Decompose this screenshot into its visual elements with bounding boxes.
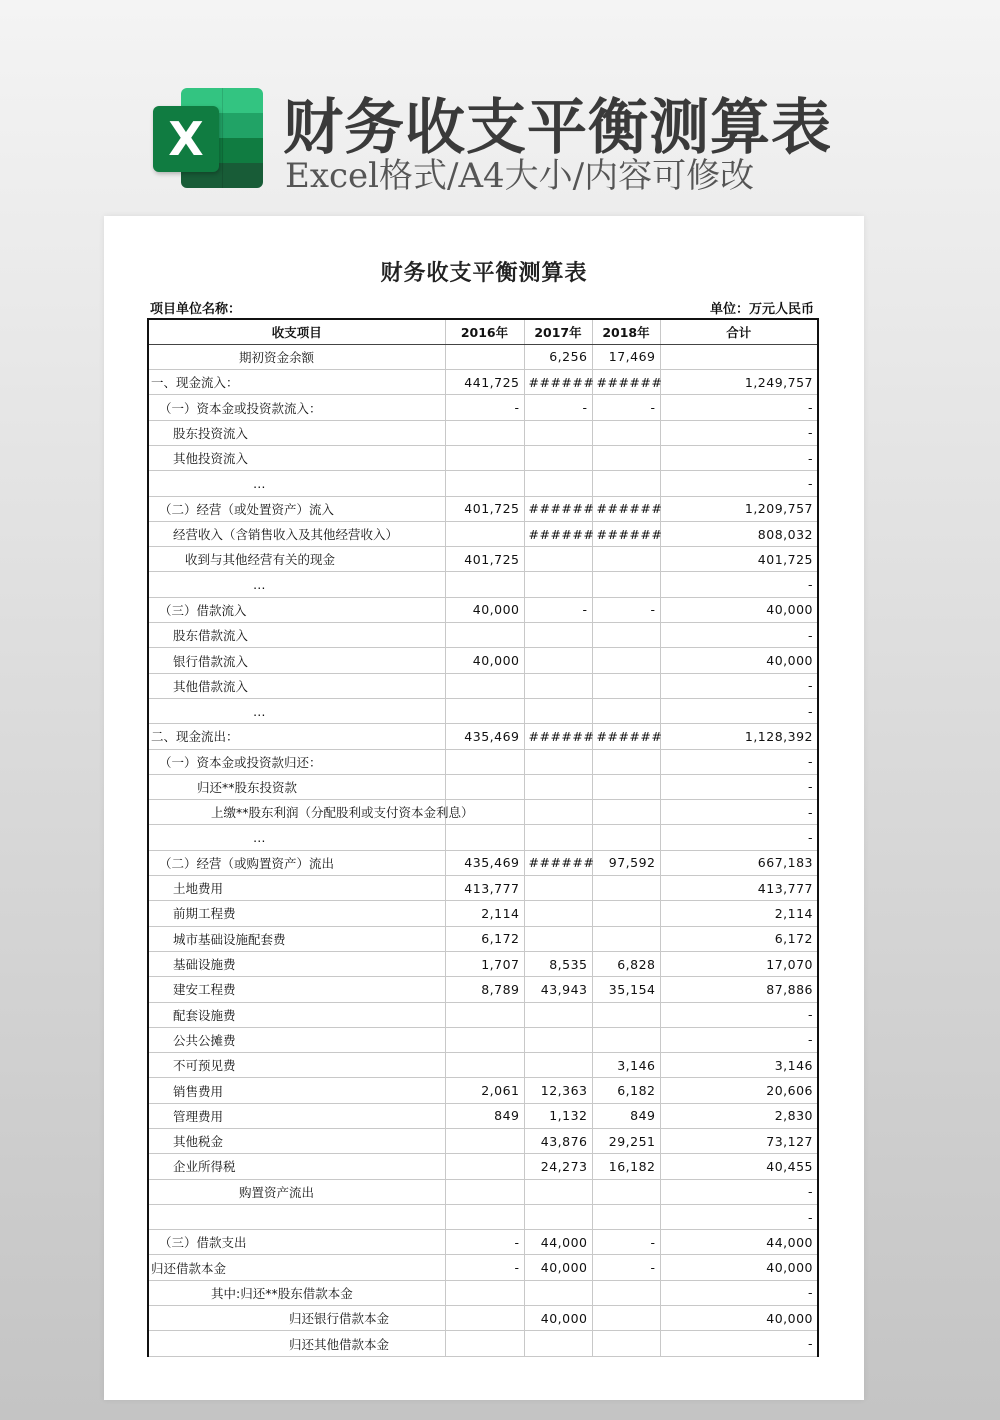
row-label: 不可预见费 [148, 1053, 445, 1078]
cell-2016 [445, 1002, 524, 1027]
row-label: 土地费用 [148, 876, 445, 901]
cell-2018 [592, 749, 660, 774]
cell-2016 [445, 344, 524, 369]
cell-total: 87,886 [660, 977, 818, 1002]
table-row [148, 395, 818, 420]
cell-total: 73,127 [660, 1129, 818, 1154]
cell-total: - [660, 698, 818, 723]
cell-2018: - [592, 395, 660, 420]
table-row [148, 850, 818, 875]
cell-2017: 40,000 [524, 1255, 592, 1280]
currency-label: 单位：万元人民币 [709, 302, 814, 317]
row-label: 银行借款流入 [148, 648, 445, 673]
header-2017: 2017年 [524, 319, 592, 344]
cell-2018 [592, 774, 660, 799]
cell-2016: 413,777 [445, 876, 524, 901]
table-row [148, 1103, 818, 1128]
cell-total: - [660, 1179, 818, 1204]
cell-2017 [524, 901, 592, 926]
cell-2017 [524, 1280, 592, 1305]
row-label: … [148, 572, 445, 597]
cell-2018 [592, 623, 660, 648]
cell-2017: 44,000 [524, 1230, 592, 1255]
cell-2018: 3,146 [592, 1053, 660, 1078]
cell-2016 [445, 445, 524, 470]
table-row [148, 926, 818, 951]
cell-2016: 401,725 [445, 547, 524, 572]
row-label: 建安工程费 [148, 977, 445, 1002]
row-label: 销售费用 [148, 1078, 445, 1103]
cell-2018: 849 [592, 1103, 660, 1128]
table-row [148, 1179, 818, 1204]
cell-total: - [660, 800, 818, 825]
cell-2016 [445, 1179, 524, 1204]
cell-2018 [592, 876, 660, 901]
cell-2018 [592, 1002, 660, 1027]
cell-2016 [445, 1053, 524, 1078]
row-label: 企业所得税 [148, 1154, 445, 1179]
table-row [148, 1002, 818, 1027]
table-row [148, 1280, 818, 1305]
cell-2018: - [592, 1230, 660, 1255]
cell-2017 [524, 825, 592, 850]
cell-2017 [524, 1179, 592, 1204]
row-label: … [148, 698, 445, 723]
row-label: （一）资本金或投资款归还： [148, 749, 445, 774]
cell-2017 [524, 926, 592, 951]
cell-total: - [660, 673, 818, 698]
cell-2017: ###### [524, 370, 592, 395]
cell-2016: - [445, 1230, 524, 1255]
cell-2017 [524, 1027, 592, 1052]
row-label: 其他税金 [148, 1129, 445, 1154]
cell-2017: ###### [524, 724, 592, 749]
cell-2017 [524, 1053, 592, 1078]
cell-total: 1,209,757 [660, 496, 818, 521]
table-row [148, 344, 818, 369]
cell-2016: 40,000 [445, 597, 524, 622]
cell-total: 40,000 [660, 1306, 818, 1331]
row-label: （三）借款流入 [148, 597, 445, 622]
table-row [148, 951, 818, 976]
cell-2017 [524, 698, 592, 723]
cell-2017: 8,535 [524, 951, 592, 976]
cell-2016 [445, 825, 524, 850]
table-row [148, 1027, 818, 1052]
row-label: 股东投资流入 [148, 420, 445, 445]
cell-2017 [524, 420, 592, 445]
cell-2018 [592, 926, 660, 951]
table-row [148, 471, 818, 496]
cell-2018: 35,154 [592, 977, 660, 1002]
excel-logo-icon [153, 88, 263, 188]
banner-subtitle: Excel格式/A4大小/内容可修改 [285, 156, 755, 196]
header-2018: 2018年 [592, 319, 660, 344]
row-label [148, 1204, 445, 1229]
cell-2017 [524, 445, 592, 470]
cell-2017: 43,943 [524, 977, 592, 1002]
row-label: 基础设施费 [148, 951, 445, 976]
row-label: 上缴**股东利润（分配股利或支付资本金利息） [148, 800, 445, 825]
cell-2018 [592, 901, 660, 926]
cell-2017 [524, 774, 592, 799]
document-title: 财务收支平衡测算表 [380, 261, 588, 286]
table-row [148, 1306, 818, 1331]
table-row [148, 825, 818, 850]
table-row [148, 1331, 818, 1356]
table-row [148, 648, 818, 673]
table-row [148, 800, 818, 825]
cell-2016: 8,789 [445, 977, 524, 1002]
cell-2017 [524, 623, 592, 648]
cell-2018: ###### [592, 496, 660, 521]
cell-total: - [660, 623, 818, 648]
cell-2018 [592, 673, 660, 698]
row-label: 城市基础设施配套费 [148, 926, 445, 951]
balance-table [147, 318, 819, 1357]
cell-2017: ###### [524, 521, 592, 546]
cell-2016: 401,725 [445, 496, 524, 521]
cell-2016 [445, 1204, 524, 1229]
table-row [148, 977, 818, 1002]
table-body [148, 344, 818, 1356]
row-label: 前期工程费 [148, 901, 445, 926]
cell-2018 [592, 1280, 660, 1305]
table-row [148, 370, 818, 395]
cell-2017 [524, 547, 592, 572]
cell-total: 2,114 [660, 901, 818, 926]
cell-2018: 6,828 [592, 951, 660, 976]
cell-2016 [445, 420, 524, 445]
row-label: （二）经营（或处置资产）流入 [148, 496, 445, 521]
cell-2018 [592, 547, 660, 572]
unit-name-label: 项目单位名称： [150, 302, 242, 317]
row-label: 股东借款流入 [148, 623, 445, 648]
cell-2018 [592, 471, 660, 496]
cell-2018 [592, 825, 660, 850]
cell-2018: - [592, 597, 660, 622]
cell-2017 [524, 572, 592, 597]
cell-total: 413,777 [660, 876, 818, 901]
cell-2017: 12,363 [524, 1078, 592, 1103]
cell-total: 40,000 [660, 1255, 818, 1280]
table-row [148, 1255, 818, 1280]
cell-total: 1,249,757 [660, 370, 818, 395]
cell-2018 [592, 1179, 660, 1204]
table-row [148, 1053, 818, 1078]
cell-2018 [592, 698, 660, 723]
table-row [148, 420, 818, 445]
table-row [148, 1129, 818, 1154]
cell-2018: - [592, 1255, 660, 1280]
cell-total: - [660, 825, 818, 850]
cell-2016 [445, 521, 524, 546]
table-row [148, 496, 818, 521]
row-label: 购置资产流出 [148, 1179, 445, 1204]
cell-total [660, 344, 818, 369]
cell-2017: ###### [524, 850, 592, 875]
cell-total: 401,725 [660, 547, 818, 572]
table-row [148, 698, 818, 723]
cell-total: 44,000 [660, 1230, 818, 1255]
cell-2016 [445, 698, 524, 723]
row-label: （三）借款支出 [148, 1230, 445, 1255]
cell-2016: 1,707 [445, 951, 524, 976]
row-label: 二、现金流出： [148, 724, 445, 749]
cell-2018: ###### [592, 724, 660, 749]
cell-2016: 441,725 [445, 370, 524, 395]
header-2016: 2016年 [445, 319, 524, 344]
cell-total: - [660, 420, 818, 445]
cell-total: - [660, 572, 818, 597]
cell-total: 808,032 [660, 521, 818, 546]
table-row [148, 597, 818, 622]
table-row [148, 1204, 818, 1229]
header-item: 收支项目 [148, 319, 445, 344]
row-label: 配套设施费 [148, 1002, 445, 1027]
cell-total: 1,128,392 [660, 724, 818, 749]
cell-total: - [660, 395, 818, 420]
cell-2018 [592, 445, 660, 470]
cell-total: - [660, 1280, 818, 1305]
cell-total: 40,455 [660, 1154, 818, 1179]
cell-2018 [592, 1331, 660, 1356]
table-row [148, 673, 818, 698]
cell-total: - [660, 1204, 818, 1229]
document-page [104, 216, 864, 1400]
cell-2016: 435,469 [445, 724, 524, 749]
table-row [148, 1078, 818, 1103]
cell-total: - [660, 1331, 818, 1356]
cell-2018 [592, 572, 660, 597]
row-label: 一、现金流入： [148, 370, 445, 395]
table-row [148, 774, 818, 799]
cell-2017 [524, 800, 592, 825]
cell-2018: 16,182 [592, 1154, 660, 1179]
cell-total: 6,172 [660, 926, 818, 951]
cell-2016: 40,000 [445, 648, 524, 673]
cell-2018 [592, 648, 660, 673]
cell-2017: - [524, 395, 592, 420]
cell-2018: 29,251 [592, 1129, 660, 1154]
cell-2016: 2,114 [445, 901, 524, 926]
cell-total: 667,183 [660, 850, 818, 875]
cell-2016: 435,469 [445, 850, 524, 875]
cell-2016 [445, 1129, 524, 1154]
table-row [148, 521, 818, 546]
cell-2018: 97,592 [592, 850, 660, 875]
cell-total: 17,070 [660, 951, 818, 976]
cell-total: 3,146 [660, 1053, 818, 1078]
cell-2017 [524, 471, 592, 496]
row-label: 归还**股东投资款 [148, 774, 445, 799]
cell-total: - [660, 445, 818, 470]
table-row [148, 547, 818, 572]
row-label: 归还银行借款本金 [148, 1306, 445, 1331]
table-row [148, 876, 818, 901]
cell-2018 [592, 1204, 660, 1229]
table-row [148, 724, 818, 749]
row-label: … [148, 825, 445, 850]
cell-2017 [524, 1331, 592, 1356]
cell-total: 40,000 [660, 597, 818, 622]
table-row [148, 572, 818, 597]
cell-total: - [660, 749, 818, 774]
cell-2016 [445, 1280, 524, 1305]
cell-2016 [445, 774, 524, 799]
cell-total: - [660, 774, 818, 799]
cell-2016 [445, 572, 524, 597]
cell-2016 [445, 1306, 524, 1331]
row-label: 其中:归还**股东借款本金 [148, 1280, 445, 1305]
cell-2016: 2,061 [445, 1078, 524, 1103]
excel-logo-x: X [153, 106, 219, 172]
cell-total: 40,000 [660, 648, 818, 673]
cell-2018: 6,182 [592, 1078, 660, 1103]
table-row [148, 749, 818, 774]
cell-2016: 6,172 [445, 926, 524, 951]
cell-2017: 1,132 [524, 1103, 592, 1128]
cell-2016: - [445, 395, 524, 420]
cell-2018 [592, 1306, 660, 1331]
table-row [148, 1154, 818, 1179]
cell-2016 [445, 1154, 524, 1179]
cell-2017 [524, 876, 592, 901]
row-label: 其他投资流入 [148, 445, 445, 470]
cell-2016: 849 [445, 1103, 524, 1128]
cell-total: - [660, 1027, 818, 1052]
cell-2018: ###### [592, 521, 660, 546]
cell-2017: 43,876 [524, 1129, 592, 1154]
row-label: 期初资金余额 [148, 344, 445, 369]
banner-title: 财务收支平衡测算表 [283, 93, 832, 163]
cell-total: 2,830 [660, 1103, 818, 1128]
cell-2017 [524, 1002, 592, 1027]
cell-2017: 40,000 [524, 1306, 592, 1331]
row-label: 其他借款流入 [148, 673, 445, 698]
cell-2017 [524, 648, 592, 673]
row-label: 管理费用 [148, 1103, 445, 1128]
row-label: 经营收入（含销售收入及其他经营收入） [148, 521, 445, 546]
row-label: … [148, 471, 445, 496]
cell-total: - [660, 1002, 818, 1027]
cell-2017 [524, 673, 592, 698]
table-header-row [148, 319, 818, 344]
cell-2017 [524, 749, 592, 774]
cell-2016 [445, 471, 524, 496]
cell-2016 [445, 673, 524, 698]
cell-2018 [592, 1027, 660, 1052]
table-row [148, 1230, 818, 1255]
cell-2017: - [524, 597, 592, 622]
row-label: 公共公摊费 [148, 1027, 445, 1052]
table-row [148, 445, 818, 470]
cell-total: - [660, 471, 818, 496]
cell-2016 [445, 749, 524, 774]
banner [0, 0, 1000, 210]
row-label: （一）资本金或投资款流入： [148, 395, 445, 420]
table-row [148, 901, 818, 926]
cell-2018 [592, 420, 660, 445]
cell-2018: 17,469 [592, 344, 660, 369]
cell-2016 [445, 1331, 524, 1356]
cell-2016 [445, 623, 524, 648]
table-row [148, 623, 818, 648]
cell-2017: 24,273 [524, 1154, 592, 1179]
row-label: 归还其他借款本金 [148, 1331, 445, 1356]
row-label: （二）经营（或购置资产）流出 [148, 850, 445, 875]
cell-2016 [445, 1027, 524, 1052]
row-label: 归还借款本金 [148, 1255, 445, 1280]
cell-2018 [592, 800, 660, 825]
cell-total: 20,606 [660, 1078, 818, 1103]
cell-2017 [524, 1204, 592, 1229]
row-label: 收到与其他经营有关的现金 [148, 547, 445, 572]
cell-2017: ###### [524, 496, 592, 521]
header-total: 合计 [660, 319, 818, 344]
cell-2018: ###### [592, 370, 660, 395]
cell-2017: 6,256 [524, 344, 592, 369]
cell-2016: - [445, 1255, 524, 1280]
